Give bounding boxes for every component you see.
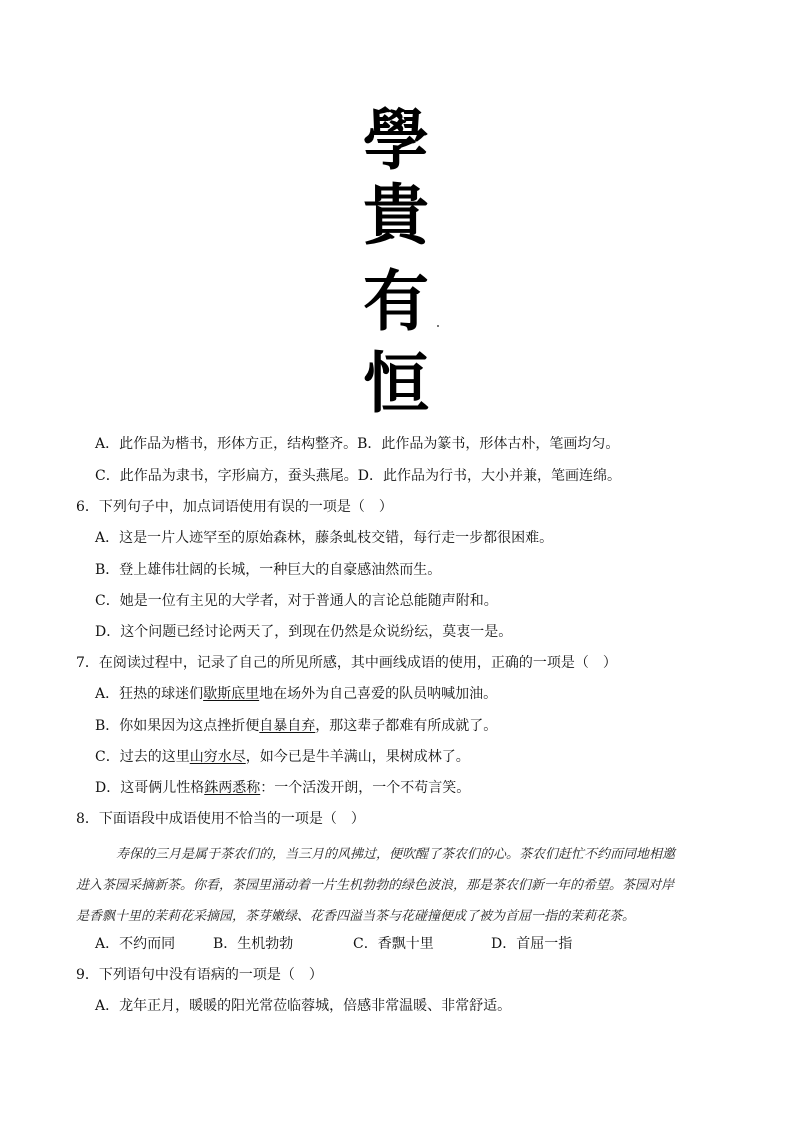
q7-option-c bbox=[95, 747, 470, 767]
q6-option-c: C．她是一位有主见的大学者，对于普通人的言论总能随声附和。 bbox=[95, 593, 498, 609]
q7-a-idiom: 歇斯底里 bbox=[203, 686, 260, 702]
q5-option-b: B．此作品为篆书，形体古朴，笔画均匀。 bbox=[357, 436, 620, 452]
q5-option-d: D．此作品为行书，大小并兼，笔画连绵。 bbox=[357, 468, 621, 484]
q8-option-a: A．不约而同 bbox=[95, 936, 176, 952]
q8-passage-line: 是香飘十里的茉莉花采摘园，茶芽嫩绿、花香四溢当茶与花碰撞便成了被为首屈一指的茉莉花茶。 bbox=[76, 909, 636, 924]
q8-passage bbox=[76, 839, 716, 932]
q9-stem: 9．下列语句中没有语病的一项是（ ） bbox=[76, 967, 323, 983]
q8-option-b: B．生机勃勃 bbox=[213, 936, 294, 952]
q5-option-ab bbox=[95, 434, 619, 454]
q7-option-d bbox=[95, 778, 470, 798]
q7-d-post: ：一个活泼开朗，一个不苟言笑。 bbox=[260, 780, 471, 796]
q6-stem: 6．下列句子中，加点词语使用有误的一项是（ ） bbox=[76, 499, 393, 515]
q7-c-idiom: 山穷水尽 bbox=[189, 749, 246, 765]
q8-passage-line: 寿保的三月是属于茶农们的，当三月的风拂过，便吹醒了茶农们的心。茶农们赶忙不约而同地相邀 bbox=[116, 847, 676, 862]
q7-c-pre: C．过去的这里 bbox=[95, 749, 190, 765]
q7-d-pre: D．这哥俩儿性格 bbox=[95, 780, 205, 796]
q7-a-post: 地在场外为自己喜爱的队员呐喊加油。 bbox=[259, 686, 498, 702]
q8-stem: 8．下面语段中成语使用不恰当的一项是（ ） bbox=[76, 811, 365, 827]
q5-option-a: A．此作品为楷书，形体方正，结构整齐。 bbox=[95, 436, 358, 452]
q7-a-pre: A．狂热的球迷们 bbox=[95, 686, 204, 702]
calligraphy-char: 恒 bbox=[363, 344, 429, 422]
q9-option-a: A．龙年正月，暖暖的阳光常莅临蓉城，倍感非常温暖、非常舒适。 bbox=[95, 998, 512, 1014]
q6-option-d: D．这个问题已经讨论两天了，到现在仍然是众说纷纭，莫衷一是。 bbox=[95, 624, 513, 640]
q8-passage-line: 进入茶园采摘新茶。你看，茶园里涌动着一片生机勃勃的绿色波浪，那是茶农们新一年的希望。茶园对岸 bbox=[76, 878, 675, 893]
q7-option-b bbox=[95, 716, 497, 736]
q5-option-c: C．此作品为隶书，字形扁方，蚕头燕尾。 bbox=[95, 468, 358, 484]
q6-option-a: A．这是一片人迹罕至的原始森林，藤条虬枝交错，每行走一步都很困难。 bbox=[95, 530, 554, 546]
q6-option-b: B．登上雄伟壮阔的长城，一种巨大的自豪感油然而生。 bbox=[95, 562, 442, 578]
q7-option-a bbox=[95, 684, 497, 704]
q8-option-d: D．首屈一指 bbox=[491, 936, 573, 952]
q7-stem: 7．在阅读过程中，记录了自己的所见所感，其中画线成语的使用，正确的一项是（ ） bbox=[76, 655, 617, 671]
ink-dot bbox=[437, 325, 439, 327]
q8-option-c: C．香飘十里 bbox=[353, 936, 434, 952]
q7-c-post: ，如今已是牛羊满山，果树成林了。 bbox=[245, 749, 470, 765]
q7-d-idiom: 銖两悉称 bbox=[204, 780, 261, 796]
q7-b-pre: B．你如果因为这点挫折便 bbox=[95, 718, 260, 734]
calligraphy-char: 有 bbox=[363, 262, 429, 340]
calligraphy-char: 貴 bbox=[363, 176, 429, 254]
calligraphy-char: 學 bbox=[363, 101, 429, 179]
q7-b-post: ，那这辈子都难有所成就了。 bbox=[315, 718, 498, 734]
q5-option-cd bbox=[95, 466, 621, 486]
q7-b-idiom: 自暴自弃 bbox=[259, 718, 316, 734]
